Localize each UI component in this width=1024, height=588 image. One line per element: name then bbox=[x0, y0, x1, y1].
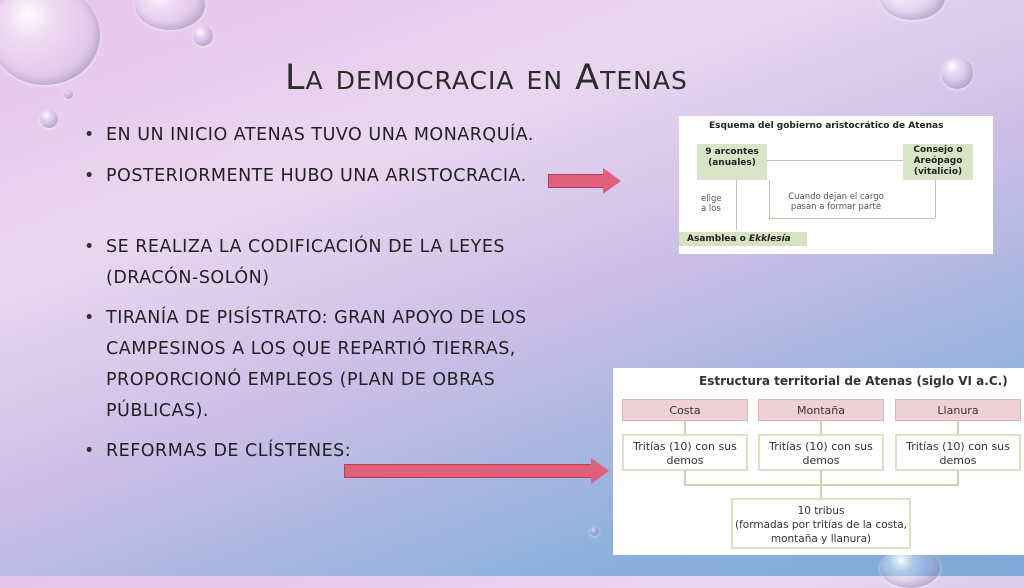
bullet-list bbox=[80, 120, 600, 467]
region-costa: Costa bbox=[622, 399, 748, 421]
bubble-decoration bbox=[590, 527, 599, 536]
trittys-box: Tritías (10) con sus demos bbox=[622, 434, 748, 471]
aristocratic-government-diagram bbox=[679, 116, 993, 254]
connector-line bbox=[820, 484, 822, 498]
arrow-icon bbox=[548, 174, 604, 188]
bullet-item: • REFORMAS DE CLÍSTENES: bbox=[80, 436, 600, 467]
trittys-box: Tritías (10) con sus demos bbox=[758, 434, 884, 471]
tribes-box: 10 tribus (formadas por tritías de la costa, montaña y llanura) bbox=[731, 498, 911, 549]
arcontes-box: 9 arcontes (anuales) bbox=[697, 144, 767, 180]
bubble-decoration bbox=[193, 26, 213, 46]
bullet-item: • POSTERIORMENTE HUBO UNA ARISTOCRACIA. bbox=[80, 161, 600, 192]
cargo-note: Cuando dejan el cargo pasan a formar parte bbox=[788, 192, 884, 212]
ekklesia-label: Ekklesía bbox=[748, 234, 791, 244]
page-title: La democracia en Atenas bbox=[285, 58, 688, 98]
asamblea-bar bbox=[679, 232, 807, 246]
bubble-decoration bbox=[135, 0, 205, 30]
bubble-decoration bbox=[880, 0, 945, 20]
bubble-decoration bbox=[40, 110, 58, 128]
bullet-item: • SE REALIZA LA CODIFICACIÓN DE LA LEYES (DRACÓN-SOLÓN) bbox=[80, 232, 600, 294]
connector-line bbox=[820, 471, 822, 485]
asamblea-label: Asamblea o bbox=[687, 234, 749, 244]
connector-line bbox=[769, 218, 935, 219]
connector-line bbox=[957, 471, 959, 485]
bullet-item: • EN UN INICIO ATENAS TUVO UNA MONARQUÍA. bbox=[80, 120, 600, 151]
bubble-decoration bbox=[64, 90, 73, 99]
trittys-box: Tritías (10) con sus demos bbox=[895, 434, 1021, 471]
connector-line bbox=[684, 421, 686, 434]
areopago-box: Consejo o Areópago (vitalicio) bbox=[903, 144, 973, 180]
diagram-title: Estructura territorial de Atenas (siglo VI a.C.) bbox=[699, 374, 1008, 388]
diagram-title: Esquema del gobierno aristocrático de Atenas bbox=[709, 121, 944, 131]
connector-line bbox=[820, 421, 822, 434]
region-llanura: Llanura bbox=[895, 399, 1021, 421]
bubble-decoration bbox=[941, 57, 973, 89]
arrow-icon bbox=[344, 464, 592, 478]
connector-line bbox=[684, 471, 686, 485]
elige-label: elige a los bbox=[701, 194, 722, 214]
bubble-decoration bbox=[0, 0, 100, 85]
bullet-item: • TIRANÍA DE PISÍSTRATO: GRAN APOYO DE LOS CAMPESINOS A LOS QUE REPARTIÓ TIERRAS, PROPORCIONÓ EMPLEOS (PLAN DE OBRAS PÚBLICAS). bbox=[80, 303, 600, 427]
region-montana: Montaña bbox=[758, 399, 884, 421]
connector-line bbox=[935, 180, 936, 218]
connector-line bbox=[769, 180, 770, 218]
connector-line bbox=[957, 421, 959, 434]
territorial-structure-diagram bbox=[613, 368, 1024, 555]
connector-line bbox=[767, 160, 903, 161]
connector-line bbox=[736, 180, 737, 230]
